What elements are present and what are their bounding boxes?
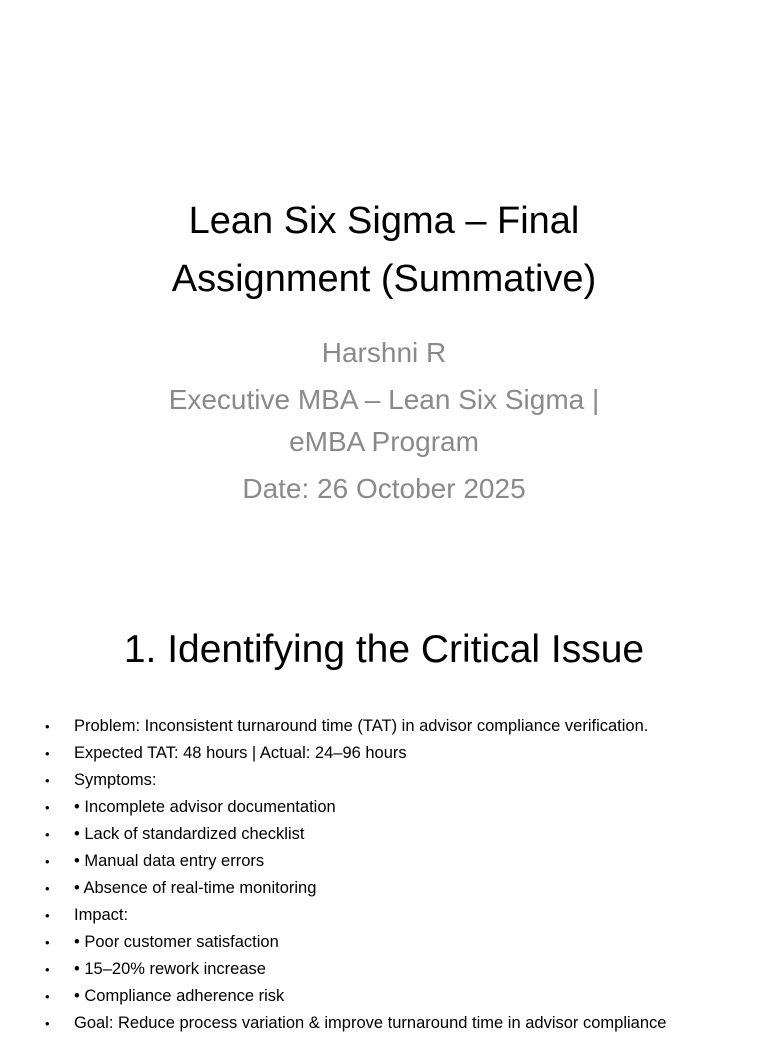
bullet-text: • 15–20% rework increase xyxy=(74,960,266,978)
list-item xyxy=(42,767,762,794)
bullet-list xyxy=(42,713,762,1037)
bullet-icon: • xyxy=(45,719,50,734)
list-item xyxy=(42,875,762,902)
title-line-2: Assignment (Summative) xyxy=(171,258,597,300)
bullet-text: • Absence of real-time monitoring xyxy=(74,879,317,897)
bullet-icon: • xyxy=(45,773,50,788)
bullet-icon: • xyxy=(45,854,50,869)
list-item xyxy=(42,713,762,740)
bullet-icon: • xyxy=(45,989,50,1004)
bullet-text: • Manual data entry errors xyxy=(74,852,265,870)
bullet-text: • Compliance adherence risk xyxy=(74,987,285,1005)
bullet-icon: • xyxy=(45,1016,50,1031)
bullet-icon: • xyxy=(45,962,50,977)
bullet-text: Goal: Reduce process variation & improve turnaround time in advisor compliance xyxy=(74,1014,667,1032)
bullet-icon: • xyxy=(45,800,50,815)
presentation-subtitle xyxy=(100,332,668,510)
presentation-title xyxy=(100,192,668,308)
list-item xyxy=(42,740,762,767)
bullet-text: • Poor customer satisfaction xyxy=(74,933,279,951)
bullet-text: Expected TAT: 48 hours | Actual: 24–96 hours xyxy=(74,744,407,762)
list-item xyxy=(42,794,762,821)
bullet-text: • Lack of standardized checklist xyxy=(74,825,305,843)
program-line-2: eMBA Program xyxy=(289,426,479,457)
bullet-text: Impact: xyxy=(74,906,129,924)
slide-critical-issue xyxy=(0,576,768,1032)
bullet-text: Problem: Inconsistent turnaround time (TAT) in advisor compliance verification. xyxy=(74,717,649,735)
bullet-icon: • xyxy=(45,827,50,842)
list-item xyxy=(42,902,762,929)
bullet-icon: • xyxy=(45,908,50,923)
slide-heading: 1. Identifying the Critical Issue xyxy=(123,628,645,671)
bullet-icon: • xyxy=(45,881,50,896)
bullet-icon: • xyxy=(45,746,50,761)
title-line-1: Lean Six Sigma – Final xyxy=(188,200,580,242)
program-line-1: Executive MBA – Lean Six Sigma | xyxy=(168,384,600,415)
presentation-date: Date: 26 October 2025 xyxy=(242,473,526,504)
author-name: Harshni R xyxy=(321,337,447,368)
list-item xyxy=(42,821,762,848)
list-item xyxy=(42,983,762,1010)
bullet-text: • Incomplete advisor documentation xyxy=(74,798,336,816)
bullet-icon: • xyxy=(45,935,50,950)
list-item xyxy=(42,956,762,983)
bullet-text: Symptoms: xyxy=(74,771,157,789)
list-item xyxy=(42,848,762,875)
list-item xyxy=(42,929,762,956)
